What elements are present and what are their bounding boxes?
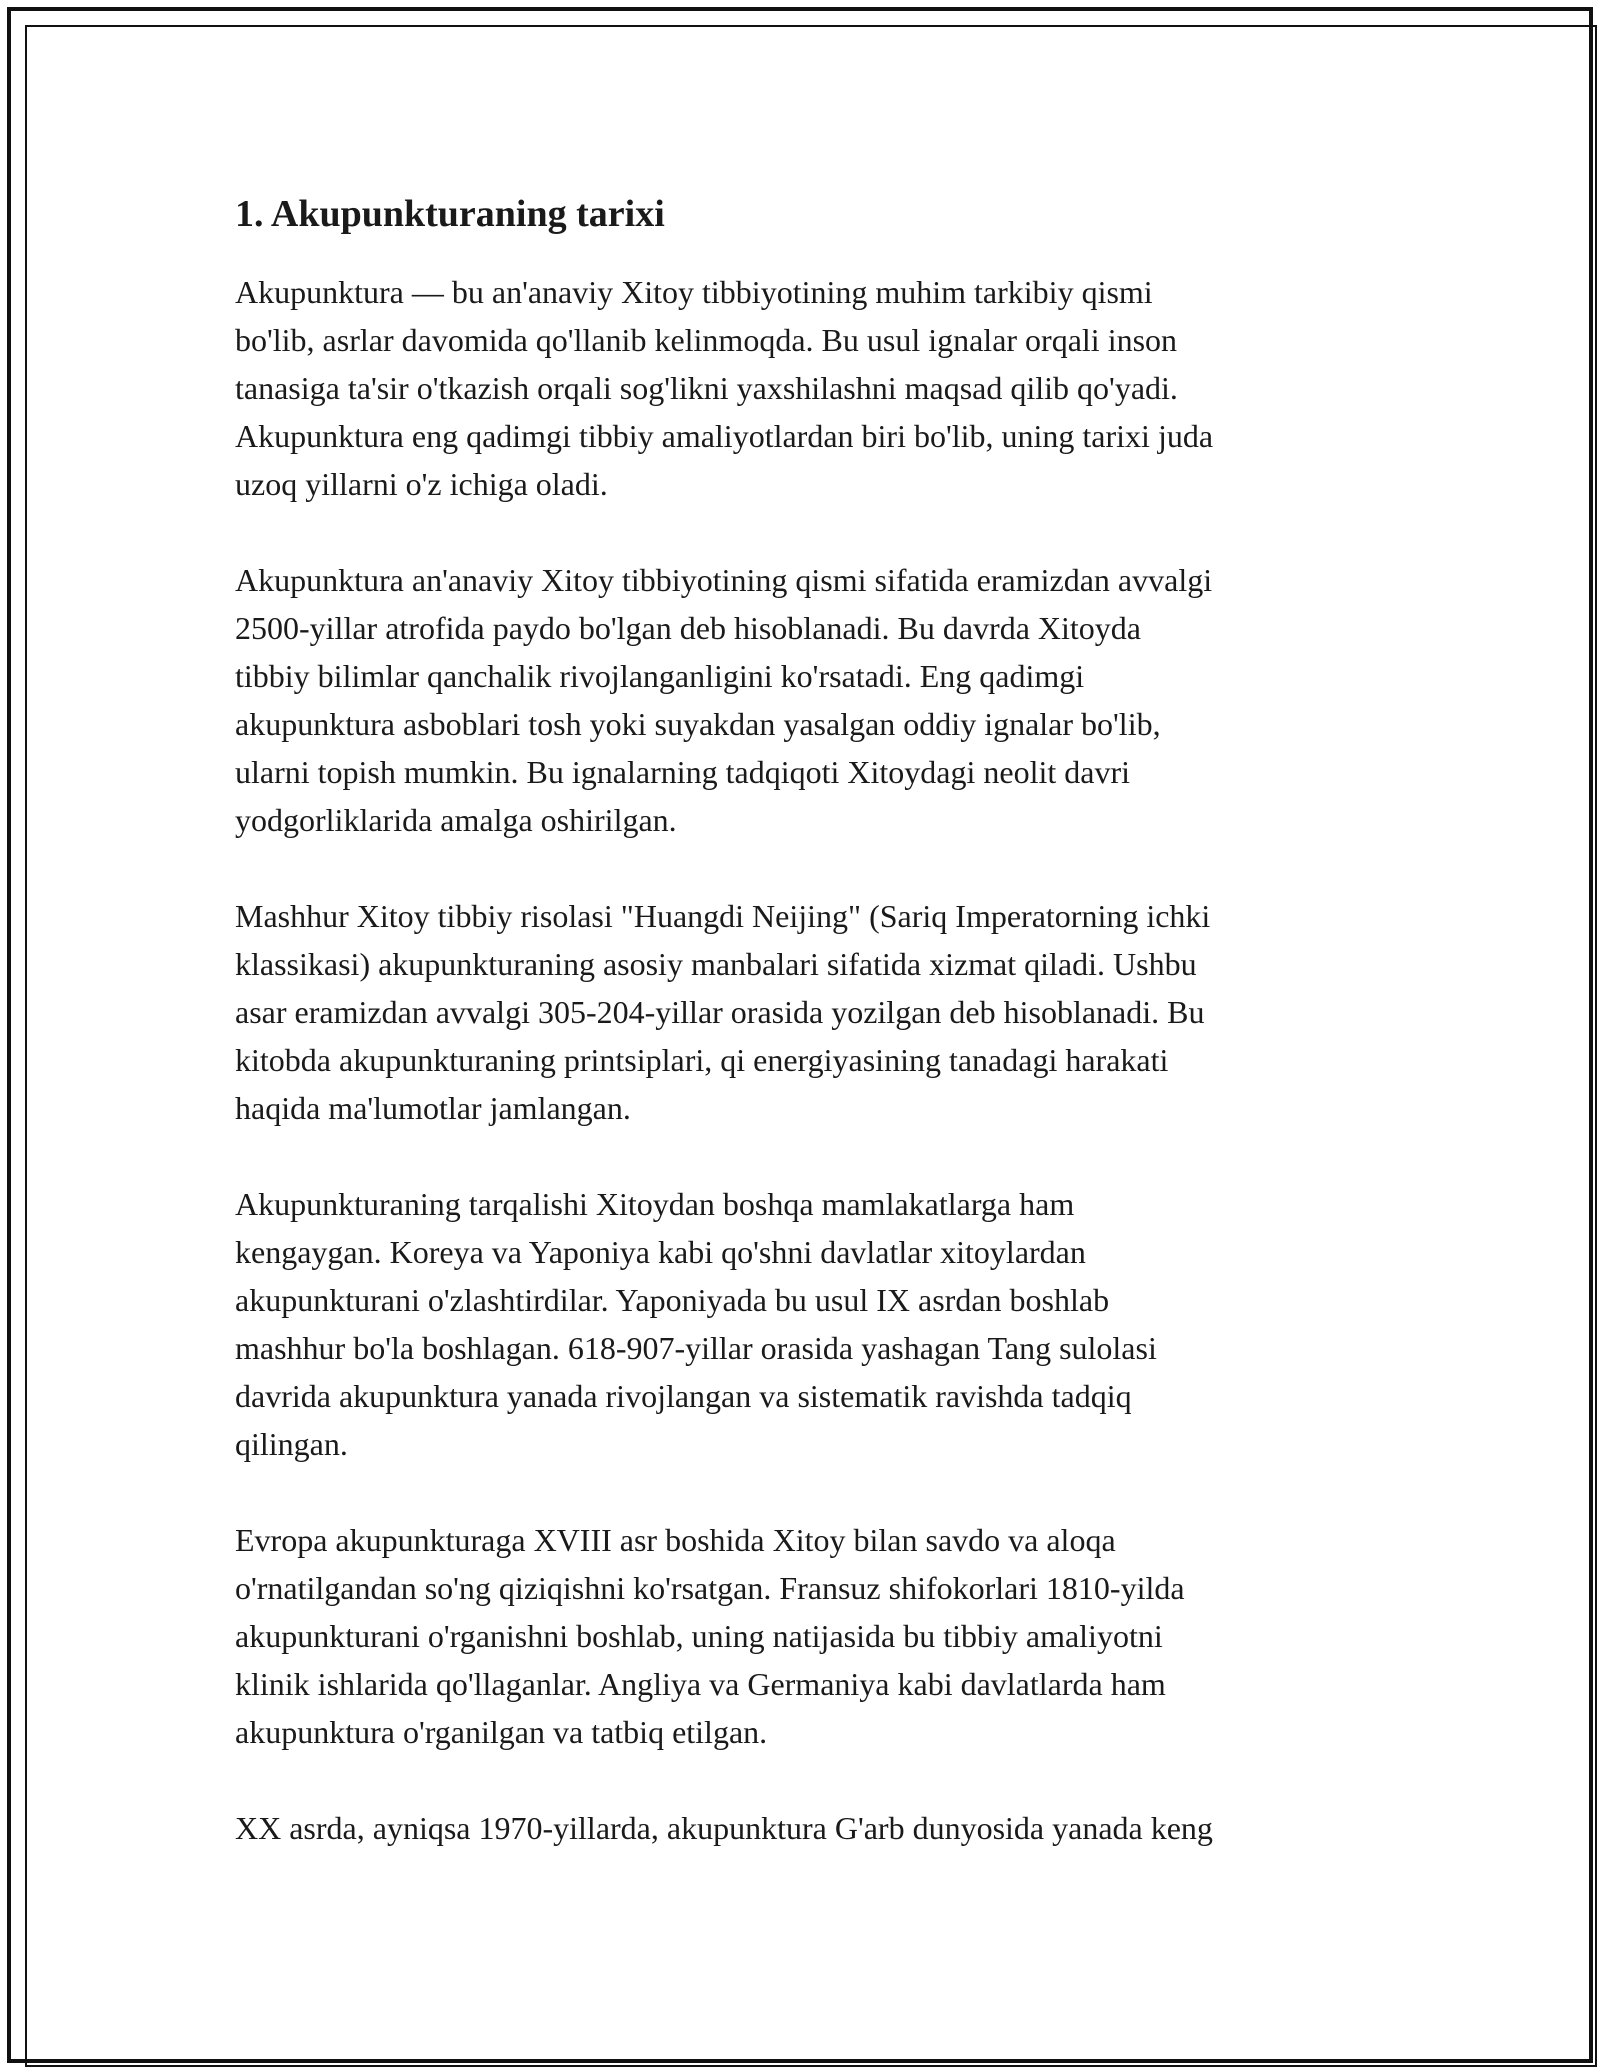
text-line: Akupunktura an'anaviy Xitoy tibbiyotining qismi sifatida eramizdan avvalgi: [235, 562, 1213, 598]
text-line: bo'lib, asrlar davomida qo'llanib kelinmoqda. Bu usul ignalar orqali inson: [235, 322, 1178, 358]
text-line: asar eramizdan avvalgi 305-204-yillar orasida yozilgan deb hisoblanadi. Bu: [235, 994, 1205, 1030]
text-line: akupunktura o'rganilgan va tatbiq etilgan.: [235, 1714, 768, 1750]
text-line: Akupunktura — bu an'anaviy Xitoy tibbiyotining muhim tarkibiy qismi: [235, 274, 1153, 310]
paragraph-4: [235, 1180, 1365, 1468]
text-line: akupunktura asboblari tosh yoki suyakdan yasalgan oddiy ignalar bo'lib,: [235, 706, 1161, 742]
paragraph-6: [235, 1804, 1365, 1852]
text-line: Evropa akupunkturaga XVIII asr boshida Xitoy bilan savdo va aloqa: [235, 1522, 1116, 1558]
text-line: ularni topish mumkin. Bu ignalarning tadqiqoti Xitoydagi neolit davri: [235, 754, 1130, 790]
text-line: Mashhur Xitoy tibbiy risolasi "Huangdi Neijing" (Sariq Imperatorning ichki: [235, 898, 1211, 934]
text-line: mashhur bo'la boshlagan. 618-907-yillar orasida yashagan Tang sulolasi: [235, 1330, 1157, 1366]
text-line: klassikasi) akupunkturaning asosiy manbalari sifatida xizmat qiladi. Ushbu: [235, 946, 1197, 982]
paragraph-2: [235, 556, 1365, 844]
text-line: akupunkturani o'zlashtirdilar. Yaponiyada bu usul IX asrdan boshlab: [235, 1282, 1110, 1318]
text-line: 2500-yillar atrofida paydo bo'lgan deb hisoblanadi. Bu davrda Xitoyda: [235, 610, 1141, 646]
paragraph-1: [235, 268, 1365, 508]
paragraph-5: [235, 1516, 1365, 1756]
text-line: akupunkturani o'rganishni boshlab, uning natijasida bu tibbiy amaliyotni: [235, 1618, 1163, 1654]
text-line: kitobda akupunkturaning printsiplari, qi energiyasining tanadagi harakati: [235, 1042, 1169, 1078]
text-line: davrida akupunktura yanada rivojlangan va sistematik ravishda tadqiq: [235, 1378, 1132, 1414]
section-heading: 1. Akupunkturaning tarixi: [235, 193, 665, 235]
text-line: kengaygan. Koreya va Yaponiya kabi qo'shni davlatlar xitoylardan: [235, 1234, 1086, 1270]
text-line: Akupunktura eng qadimgi tibbiy amaliyotlardan biri bo'lib, uning tarixi juda: [235, 418, 1214, 454]
text-line: qilingan.: [235, 1426, 348, 1462]
text-line: klinik ishlarida qo'llaganlar. Angliya va Germaniya kabi davlatlarda ham: [235, 1666, 1166, 1702]
text-line: uzoq yillarni o'z ichiga oladi.: [235, 466, 608, 502]
paragraph-3: [235, 892, 1365, 1132]
text-line: yodgorliklarida amalga oshirilgan.: [235, 802, 677, 838]
text-line: haqida ma'lumotlar jamlangan.: [235, 1090, 631, 1126]
text-line: tanasiga ta'sir o'tkazish orqali sog'likni yaxshilashni maqsad qilib qo'yadi.: [235, 370, 1178, 406]
text-line: tibbiy bilimlar qanchalik rivojlanganligini ko'rsatadi. Eng qadimgi: [235, 658, 1085, 694]
text-line: Akupunkturaning tarqalishi Xitoydan boshqa mamlakatlarga ham: [235, 1186, 1075, 1222]
text-line: o'rnatilgandan so'ng qiziqishni ko'rsatgan. Fransuz shifokorlari 1810-yilda: [235, 1570, 1185, 1606]
document-body: [235, 190, 1365, 1900]
text-line: XX asrda, ayniqsa 1970-yillarda, akupunktura G'arb dunyosida yanada keng: [235, 1810, 1213, 1846]
